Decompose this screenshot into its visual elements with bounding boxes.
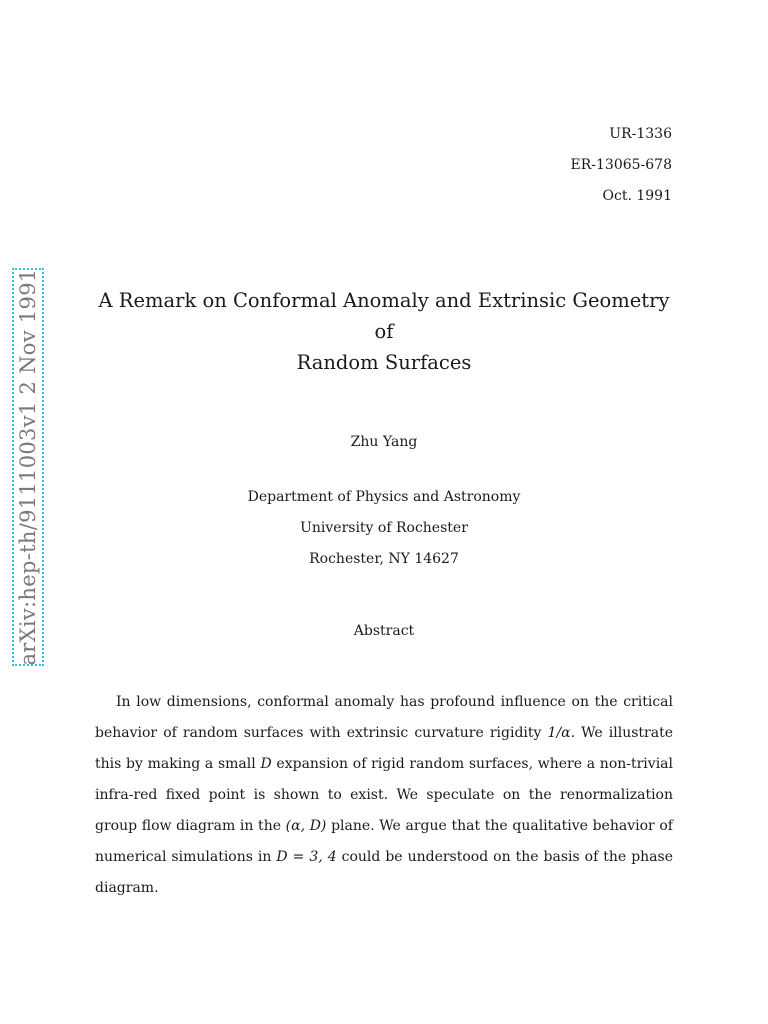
abstract-text-segment: plane. We argue that the qualitative behavior of numerical simulations in bbox=[95, 818, 673, 865]
address: Rochester, NY 14627 bbox=[309, 551, 459, 567]
abstract-text-segment: . We illustrate this by making a small bbox=[95, 725, 673, 772]
math-expression: 1/α bbox=[547, 725, 571, 741]
author-affiliation bbox=[0, 482, 768, 575]
university: University of Rochester bbox=[300, 520, 468, 536]
arxiv-watermark[interactable] bbox=[12, 268, 44, 666]
author-name: Zhu Yang bbox=[350, 434, 418, 450]
report-date: Oct. 1991 bbox=[602, 188, 672, 204]
abstract-text-segment: In low dimensions, conformal anomaly has profound influence on the critical behavior of random surfaces with extrinsic curvature rigidity bbox=[95, 694, 673, 741]
abstract-text-segment: could be understood on the basis of the phase diagram. bbox=[95, 849, 673, 896]
math-expression: (α, D) bbox=[285, 818, 327, 834]
contract-number: ER-13065-678 bbox=[570, 157, 672, 173]
title-line: A Remark on Conformal Anomaly and Extrinsic Geometry of bbox=[98, 289, 670, 343]
math-expression: D bbox=[260, 756, 272, 772]
title-line: Random Surfaces bbox=[296, 351, 472, 374]
report-identifiers bbox=[571, 119, 672, 212]
abstract-text bbox=[95, 687, 673, 904]
department: Department of Physics and Astronomy bbox=[247, 489, 521, 505]
arxiv-identifier: arXiv:hep-th/9111003v1 2 Nov 1991 bbox=[16, 268, 40, 666]
paper-title bbox=[96, 285, 672, 378]
abstract-text-segment: expansion of rigid random surfaces, where a non-trivial infra-red fixed point is shown to exist. We speculate on the renormalization group flow diagram in the bbox=[95, 756, 673, 834]
abstract-heading: Abstract bbox=[353, 623, 415, 639]
report-number: UR-1336 bbox=[609, 126, 672, 142]
math-expression: D = 3, 4 bbox=[276, 849, 337, 865]
